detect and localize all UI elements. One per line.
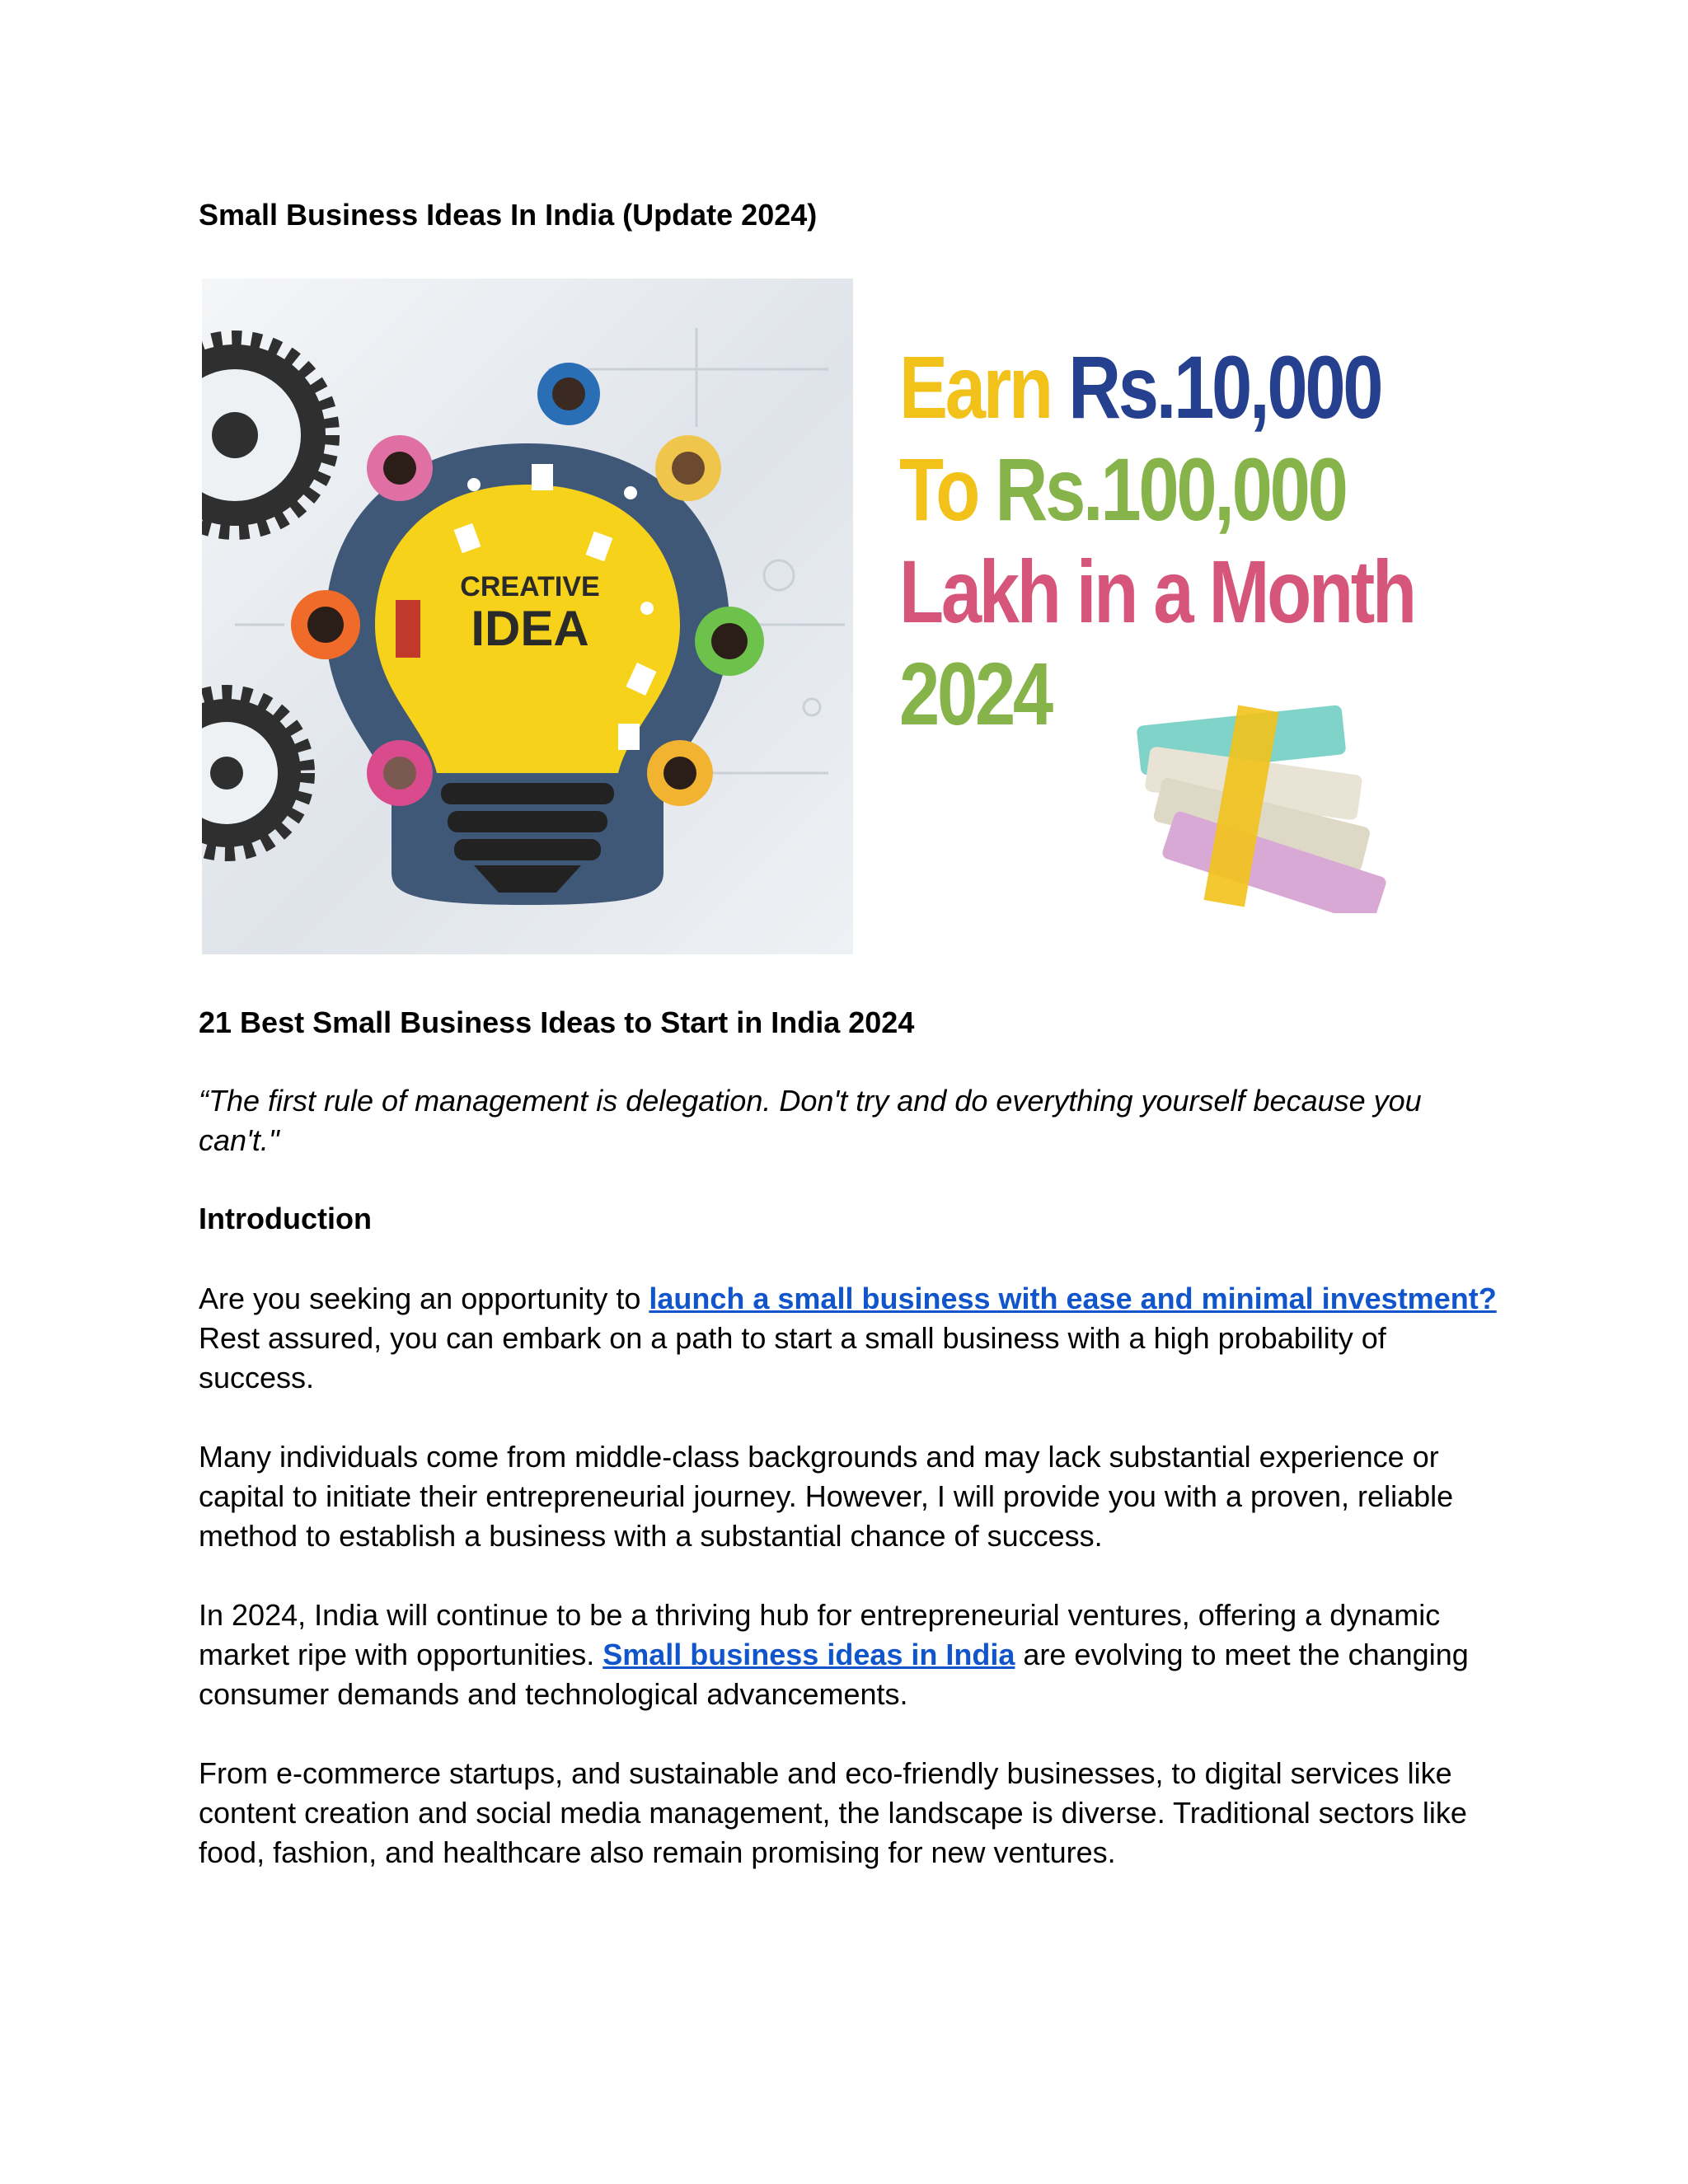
earn-amount-high: Rs.100,000: [995, 439, 1346, 539]
p3-text-after: are evolving to meet the changing consumer demands and technological advancements.: [199, 1638, 1469, 1711]
document-content: [199, 194, 1501, 1872]
p1-text-before: Are you seeking an opportunity to: [199, 1282, 649, 1315]
launch-business-link[interactable]: launch a small business with ease and minimal investment?: [649, 1282, 1497, 1315]
earnings-banner: [899, 336, 1501, 946]
page-title: Small Business Ideas In India (Update 2024): [199, 198, 818, 232]
to-word: To: [899, 439, 978, 539]
earn-amount-low: Rs.10,000: [1068, 337, 1381, 437]
earn-line-3: Lakh in a Month: [899, 541, 1414, 641]
earn-word: Earn: [899, 337, 1051, 437]
quote: “The first rule of management is delegation. Don't try and do everything yourself because you can't.": [199, 1084, 1422, 1157]
paragraph-2: Many individuals come from middle-class backgrounds and may lack substantial experience or capital to initiate their entrepreneurial journey. However, I will provide you with a proven, reliable method to establish a business with a substantial chance of success.: [199, 1440, 1454, 1553]
money-bundles-icon: [1105, 691, 1418, 913]
intro-heading: Introduction: [199, 1202, 372, 1235]
p1-text-after: Rest assured, you can embark on a path to start a small business with a high probability of success.: [199, 1321, 1386, 1394]
creative-idea-illustration: [202, 279, 853, 954]
paragraph-3: [199, 1596, 1501, 1714]
subheading: 21 Best Small Business Ideas to Start in India 2024: [199, 1005, 915, 1039]
earn-line-1: [899, 336, 1393, 438]
bulb-label-creative: CREATIVE: [460, 571, 600, 602]
p3-text-before: In 2024, India will continue to be a thriving hub for entrepreneurial ventures, offering a dynamic market ripe with opportunities.: [199, 1598, 1441, 1671]
lightbulb-illustration-icon: [202, 279, 853, 954]
earn-line-2: [899, 438, 1393, 541]
paragraph-4: From e-commerce startups, and sustainable and eco-friendly businesses, to digital services like content creation and social media management, the landscape is diverse. Traditional sectors like food, fashion, and healthcare also remain promising for new ventures.: [199, 1756, 1467, 1869]
hero-image: [199, 279, 1501, 954]
bulb-label-idea: IDEA: [471, 601, 589, 656]
paragraph-1: [199, 1279, 1501, 1398]
small-business-ideas-link[interactable]: Small business ideas in India: [603, 1638, 1015, 1671]
earn-line-4: 2024: [899, 644, 1051, 743]
